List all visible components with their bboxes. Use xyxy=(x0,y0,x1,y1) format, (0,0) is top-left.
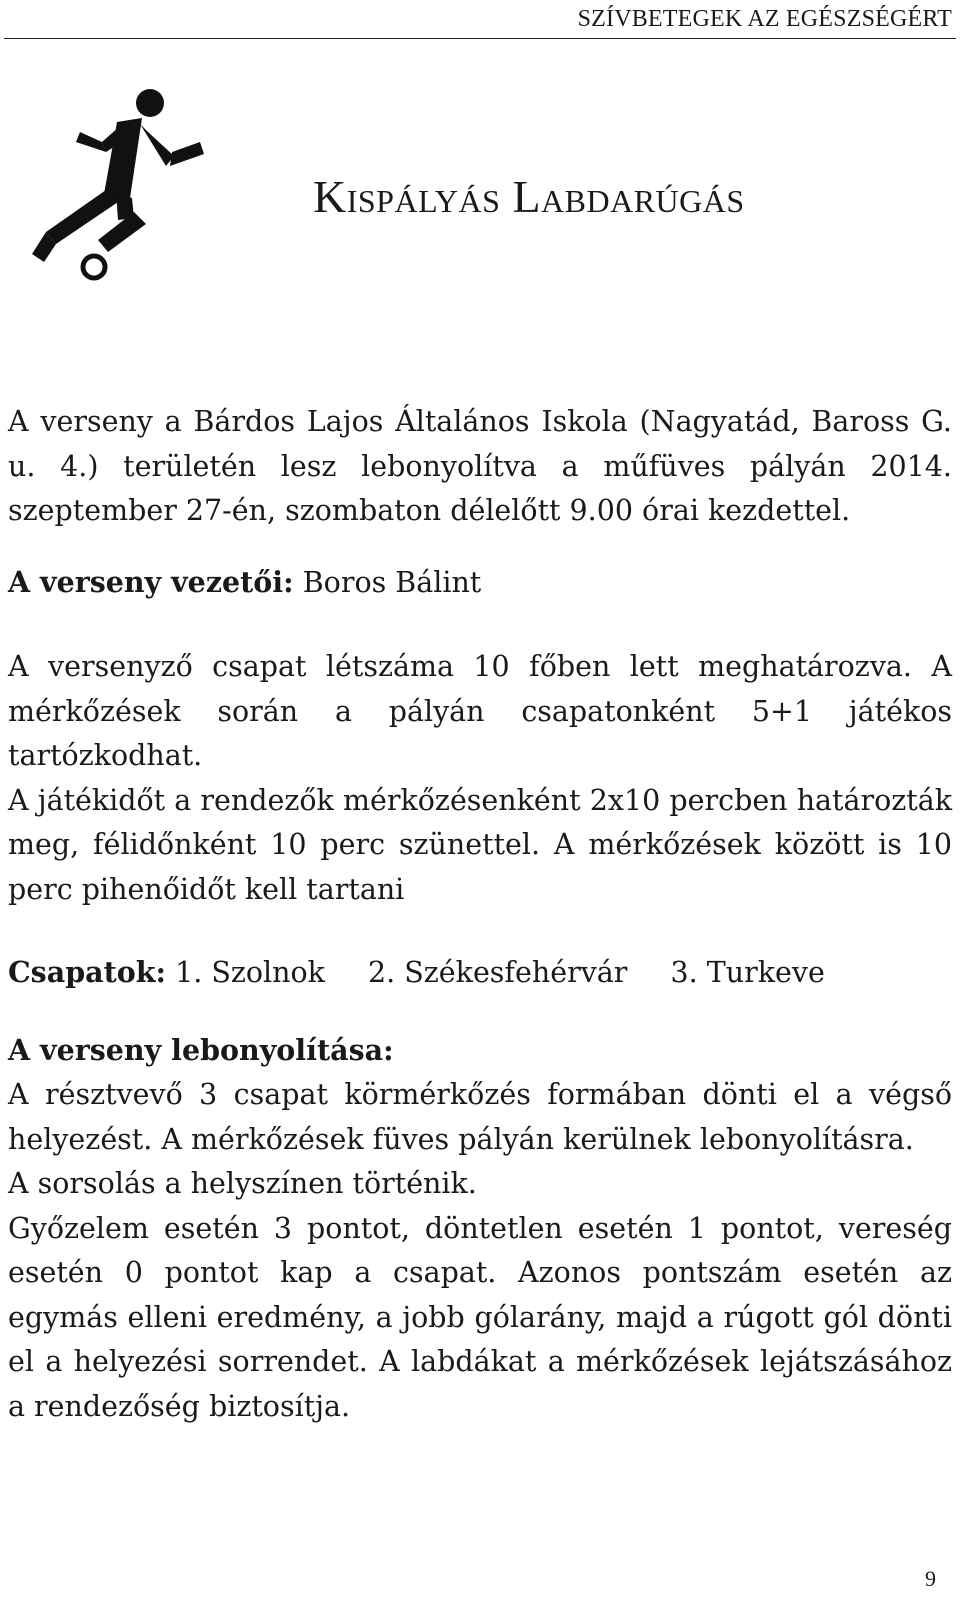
teams-label: Csapatok: xyxy=(8,955,167,989)
leaders-value: Boros Bálint xyxy=(302,565,482,599)
team-item: 1. Szolnok xyxy=(175,956,325,989)
format-paragraph: A résztvevő 3 csapat körmérkőzés formában dönti el a végső helyezést. A mérkőzések füves pályán kerülnek lebonyolításra. xyxy=(8,1078,952,1156)
document-body xyxy=(8,400,952,1429)
team-item: 2. Székesfehérvár xyxy=(368,956,628,989)
leaders-label: A verseny vezetői: xyxy=(8,564,294,599)
team-size-paragraph: A versenyző csapat létszáma 10 főben lett meghatározva. A mérkőzések során a pályán csapatonként 5+1 játékos tartózkodhat. xyxy=(8,650,952,772)
running-header: SZÍVBETEGEK AZ EGÉSZSÉGÉRT xyxy=(577,6,952,32)
page-title: Kispályás Labdarúgás xyxy=(313,171,745,222)
teams-paragraph xyxy=(8,950,952,996)
team-item: 3. Turkeve xyxy=(670,956,825,989)
draw-paragraph: A sorsolás a helyszínen történik. xyxy=(8,1167,477,1200)
format-label: A verseny lebonyolítása: xyxy=(8,1032,394,1067)
play-time-paragraph: A játékidőt a rendezők mérkőzésenként 2x10 percben határozták meg, félidőnként 10 perc szünettel. A mérkőzések között is 10 perc pihenőidőt kell tartani xyxy=(8,783,952,906)
format-heading xyxy=(8,1028,952,1074)
venue-paragraph: A verseny a Bárdos Lajos Általános Iskola (Nagyatád, Baross G. u. 4.) területén lesz lebonyolítva a műfüves pályán 2014. szeptember 27-én, szombaton délelőtt 9.00 órai kezdettel. xyxy=(8,405,952,527)
page-number: 9 xyxy=(925,1566,936,1591)
header-rule xyxy=(4,38,956,39)
leaders-paragraph xyxy=(8,560,952,606)
football-player-icon xyxy=(22,86,218,290)
scoring-paragraph: Győzelem esetén 3 pontot, döntetlen esetén 1 pontot, vereség esetén 0 pontot kap a csapat. Azonos pontszám esetén az egymás elleni eredmény, a jobb gólarány, majd a rúgott gól dönti el a helyezési sorrendet. A labdákat a mérkőzések lejátszásához a rendezőség biztosítja. xyxy=(8,1211,952,1423)
